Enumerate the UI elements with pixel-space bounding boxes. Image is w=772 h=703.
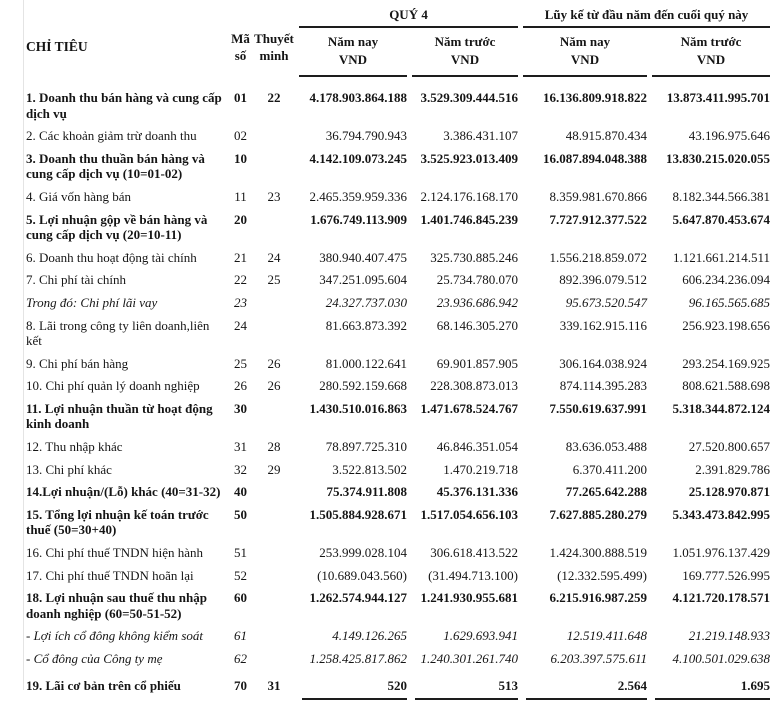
value-q4-current: 1.676.749.113.909 <box>310 211 407 227</box>
value-ytd-current: 306.164.038.924 <box>559 355 648 371</box>
table-row <box>26 147 770 185</box>
value-q4-prior: 3.529.309.444.516 <box>420 89 519 105</box>
column-header-chi-tieu: CHỈ TIÊU <box>26 39 88 55</box>
value-q4-current: 1.262.574.944.127 <box>309 590 407 606</box>
value-q4-current: 75.374.911.808 <box>326 484 407 500</box>
table-row <box>26 314 770 352</box>
value-q4-prior: 45.376.131.336 <box>436 484 519 500</box>
line-item-code: 31 <box>234 439 247 455</box>
value-q4-current: 24.327.737.030 <box>325 294 407 310</box>
table-row <box>26 125 770 148</box>
value-ytd-current: 892.396.079.512 <box>559 272 648 288</box>
line-item-label: 18. Lợi nhuận sau thuế thu nhập doanh nghiệp (60=50-51-52) <box>26 590 207 621</box>
value-ytd-current: 6.370.411.200 <box>572 461 648 477</box>
line-item-note <box>254 125 294 148</box>
income-statement-table <box>26 0 770 703</box>
line-item-note: 29 <box>267 461 281 477</box>
value-ytd-prior: 4.121.720.178.571 <box>672 590 771 606</box>
group-header-ytd-cell <box>518 0 770 28</box>
value-ytd-current: 874.114.395.283 <box>559 378 648 394</box>
table-row <box>26 436 770 459</box>
line-item-label: 13. Chi phí khác <box>26 461 112 477</box>
line-item-note <box>254 481 294 504</box>
line-item-note: 31 <box>267 678 281 694</box>
underlined-value: 1.695 <box>655 678 770 700</box>
value-q4-prior: 1.240.301.261.740 <box>420 651 519 666</box>
value-q4-prior: 68.146.305.270 <box>436 317 519 333</box>
line-item-label: 8. Lãi trong công ty liên doanh,liên kết <box>26 317 210 349</box>
table-row <box>26 352 770 375</box>
column-header-q4-prev <box>407 28 518 77</box>
value-q4-prior: 1.629.693.941 <box>443 628 519 644</box>
line-item-code: 26 <box>234 378 247 394</box>
line-item-code: 11 <box>234 188 247 204</box>
value-q4-current: 1.258.425.817.862 <box>309 651 407 666</box>
line-item-code: 50 <box>234 506 247 522</box>
value-ytd-prior: 606.234.236.094 <box>682 272 771 288</box>
value-q4-current: 347.251.095.604 <box>319 272 407 288</box>
line-item-label: 19. Lãi cơ bản trên cổ phiếu <box>26 678 181 694</box>
line-item-note: 26 <box>267 378 281 394</box>
underlined-value: 520 <box>302 678 407 700</box>
line-item-label: 16. Chi phí thuế TNDN hiện hành <box>26 545 204 561</box>
line-item-label: 3. Doanh thu thuần bán hàng và cung cấp dịch vụ (10=01-02) <box>26 150 205 182</box>
period-label: Năm trước <box>434 33 496 49</box>
line-item-code: 52 <box>234 567 247 583</box>
currency-label: VND <box>450 51 480 67</box>
value-ytd-prior <box>647 670 770 703</box>
value-q4-current: 280.592.159.668 <box>319 378 407 394</box>
line-item-note: 25 <box>267 272 281 288</box>
value-ytd-current: 1.424.300.888.519 <box>549 545 648 561</box>
value-ytd-prior: 256.923.198.656 <box>682 317 771 333</box>
value-ytd-prior: 27.520.800.657 <box>688 439 771 455</box>
line-item-label: 9. Chi phí bán hàng <box>26 355 129 371</box>
value-q4-current: 380.940.407.475 <box>319 249 407 265</box>
table-row <box>26 291 770 314</box>
value-ytd-prior: 13.830.215.020.055 <box>666 150 771 166</box>
column-header-ytd-prev-label <box>652 28 770 77</box>
line-item-code: 40 <box>234 484 247 500</box>
line-item-code: 60 <box>234 590 247 606</box>
line-item-label: 14.Lợi nhuận/(Lỗ) khác (40=31-32) <box>26 484 221 500</box>
value-q4-prior: 1.470.219.718 <box>443 461 519 477</box>
line-item-label: Trong đó: Chi phí lãi vay <box>26 294 158 310</box>
table-body <box>26 77 770 703</box>
value-q4-prior: 3.525.923.013.409 <box>420 150 519 166</box>
line-item-code: 24 <box>234 317 247 333</box>
value-ytd-prior: 5.647.870.453.674 <box>672 211 771 227</box>
value-q4-prior: 1.241.930.955.681 <box>420 590 519 606</box>
table-row <box>26 648 770 671</box>
value-q4-current: 253.999.028.104 <box>319 545 407 561</box>
column-header-row <box>26 28 770 77</box>
line-item-code: 21 <box>234 249 247 265</box>
value-ytd-current: 95.673.520.547 <box>565 294 648 310</box>
value-ytd-current: 6.203.397.575.611 <box>550 651 648 666</box>
value-ytd-prior: 5.318.344.872.124 <box>672 400 771 416</box>
value-ytd-current: 16.136.809.918.822 <box>543 89 648 105</box>
value-ytd-prior: 4.100.501.029.638 <box>672 651 771 666</box>
line-item-code: 30 <box>234 400 247 416</box>
line-item-note <box>254 147 294 185</box>
value-q4-current: 78.897.725.310 <box>325 439 407 455</box>
value-q4-current: 3.522.813.502 <box>332 461 407 477</box>
table-row <box>26 542 770 565</box>
value-ytd-current: 77.265.642.288 <box>565 484 648 500</box>
line-item-label: 4. Giá vốn hàng bán <box>26 188 132 204</box>
value-ytd-prior: 1.051.976.137.429 <box>672 545 771 561</box>
line-item-note: 23 <box>267 188 281 204</box>
line-item-code: 61 <box>234 628 247 644</box>
value-ytd-prior: 96.165.565.685 <box>688 294 771 310</box>
line-item-code: 22 <box>234 272 247 288</box>
value-q4-current: 81.663.873.392 <box>325 317 407 333</box>
table-header <box>26 0 770 77</box>
value-ytd-current: (12.332.595.499) <box>557 567 648 583</box>
value-ytd-current: 8.359.981.670.866 <box>549 188 648 204</box>
line-item-note: 22 <box>267 89 281 105</box>
table-row <box>26 185 770 208</box>
value-q4-prior: 306.618.413.522 <box>430 545 519 561</box>
table-row <box>26 458 770 481</box>
value-ytd-current: 7.627.885.280.279 <box>549 506 648 522</box>
value-ytd-current: 12.519.411.648 <box>566 628 648 644</box>
value-q4-prior <box>407 670 518 703</box>
value-ytd-prior: 808.621.588.698 <box>682 378 771 394</box>
value-q4-current: 1.505.884.928.671 <box>309 506 407 522</box>
period-label: Năm nay <box>559 33 611 49</box>
column-header-thuyet-minh: Thuyết minh <box>254 30 294 64</box>
value-q4-prior: 1.517.054.656.103 <box>420 506 519 522</box>
value-ytd-current: 7.550.619.637.991 <box>549 400 648 416</box>
value-q4-prior: 25.734.780.070 <box>436 272 519 288</box>
line-item-note <box>254 625 294 648</box>
line-item-code: 02 <box>234 128 247 144</box>
line-item-label: 12. Thu nhập khác <box>26 439 123 455</box>
line-item-note: 26 <box>267 355 281 371</box>
table-row <box>26 625 770 648</box>
line-item-code: 10 <box>234 150 247 166</box>
value-q4-prior: 46.846.351.054 <box>436 439 519 455</box>
table-row <box>26 587 770 625</box>
line-item-code: 62 <box>234 651 247 666</box>
value-q4-prior: 325.730.885.246 <box>430 249 519 265</box>
value-ytd-prior: 25.128.970.871 <box>688 484 771 500</box>
line-item-note <box>254 397 294 435</box>
page-edge-line <box>23 0 24 690</box>
value-q4-current: (10.689.043.560) <box>317 567 407 583</box>
table-row <box>26 246 770 269</box>
line-item-note: 28 <box>267 439 281 455</box>
table-row <box>26 481 770 504</box>
value-q4-current: 2.465.359.959.336 <box>309 188 407 204</box>
line-item-code: 20 <box>234 211 247 227</box>
table-row <box>26 503 770 541</box>
value-q4-prior: 3.386.431.107 <box>443 128 519 144</box>
value-ytd-prior: 5.343.473.842.995 <box>672 506 771 522</box>
group-header-spacer <box>26 0 294 28</box>
line-item-code: 23 <box>234 294 247 310</box>
line-item-label: 10. Chi phí quản lý doanh nghiệp <box>26 378 200 394</box>
value-q4-prior: 69.901.857.905 <box>436 355 519 371</box>
value-ytd-current: 83.636.053.488 <box>565 439 648 455</box>
group-header-row <box>26 0 770 28</box>
value-ytd-current: 7.727.912.377.522 <box>549 211 648 227</box>
value-ytd-current: 1.556.218.859.072 <box>549 249 648 265</box>
table-row <box>26 397 770 435</box>
line-item-code: 32 <box>234 461 247 477</box>
table-row <box>26 670 770 703</box>
group-header-quarter-cell <box>294 0 518 28</box>
line-item-code: 70 <box>234 678 247 694</box>
value-ytd-current: 6.215.916.987.259 <box>549 590 648 606</box>
column-header-ytd-now-label <box>523 28 647 77</box>
currency-label: VND <box>338 51 368 67</box>
line-item-label: 15. Tổng lợi nhuận kế toán trước thuế (50=30+40) <box>26 506 209 538</box>
line-item-label: 17. Chi phí thuế TNDN hoãn lại <box>26 567 194 583</box>
value-q4-prior: 1.401.746.845.239 <box>420 211 519 227</box>
value-ytd-prior: 21.219.148.933 <box>688 628 771 644</box>
value-ytd-current: 16.087.894.048.388 <box>543 150 648 166</box>
value-q4-current: 4.178.903.864.188 <box>309 89 407 105</box>
currency-label: VND <box>570 51 600 67</box>
line-item-note <box>254 648 294 671</box>
line-item-label: 6. Doanh thu hoạt động tài chính <box>26 249 197 265</box>
table-row <box>26 208 770 246</box>
line-item-note <box>254 208 294 246</box>
value-q4-prior: 228.308.873.013 <box>430 378 519 394</box>
line-item-code: 51 <box>234 545 247 561</box>
line-item-code: 25 <box>234 355 247 371</box>
value-q4-prior: 2.124.176.168.170 <box>420 188 519 204</box>
column-group-quarter-label: QUÝ 4 <box>299 7 518 28</box>
line-item-note <box>254 291 294 314</box>
value-ytd-current: 339.162.915.116 <box>559 317 648 333</box>
value-ytd-prior: 2.391.829.786 <box>695 461 771 477</box>
value-ytd-current: 48.915.870.434 <box>565 128 648 144</box>
line-item-label: 2. Các khoản giảm trừ doanh thu <box>26 128 197 144</box>
value-ytd-prior: 43.196.975.646 <box>688 128 771 144</box>
value-ytd-prior: 169.777.526.995 <box>682 567 771 583</box>
column-header-ma-so: Mã số <box>231 30 250 64</box>
line-item-label: - Cổ đông của Công ty mẹ <box>26 651 163 666</box>
value-q4-current <box>294 670 407 703</box>
line-item-note <box>254 314 294 352</box>
period-label: Năm trước <box>680 33 742 49</box>
table-row <box>26 564 770 587</box>
value-q4-prior: 23.936.686.942 <box>436 294 519 310</box>
line-item-note <box>254 542 294 565</box>
table-row <box>26 77 770 125</box>
underlined-value: 513 <box>415 678 518 700</box>
line-item-note: 24 <box>267 249 281 265</box>
value-ytd-prior: 1.121.661.214.511 <box>672 249 771 265</box>
line-item-label: - Lợi ích cổ đông không kiểm soát <box>26 628 203 644</box>
currency-label: VND <box>696 51 726 67</box>
column-header-ytd-now <box>518 28 647 77</box>
column-header-q4-now-label <box>299 28 407 77</box>
value-ytd-prior: 8.182.344.566.381 <box>672 188 771 204</box>
line-item-note <box>254 587 294 625</box>
table-row <box>26 269 770 292</box>
value-q4-current: 4.149.126.265 <box>332 628 407 644</box>
column-group-ytd-label: Lũy kế từ đầu năm đến cuối quý này <box>523 7 770 28</box>
column-header-ytd-prev <box>647 28 770 77</box>
line-item-label: 5. Lợi nhuận gộp về bán hàng và cung cấp dịch vụ (20=10-11) <box>26 211 208 243</box>
line-item-code: 01 <box>234 89 247 105</box>
value-q4-prior: (31.494.713.100) <box>428 567 519 583</box>
value-q4-current: 81.000.122.641 <box>325 355 407 371</box>
column-header-q4-prev-label <box>412 28 518 77</box>
value-q4-current: 4.142.109.073.245 <box>309 150 407 166</box>
value-q4-current: 36.794.790.943 <box>325 128 407 144</box>
line-item-note <box>254 503 294 541</box>
period-label: Năm nay <box>327 33 379 49</box>
value-q4-current: 1.430.510.016.863 <box>309 400 407 416</box>
value-q4-prior: 1.471.678.524.767 <box>420 400 519 416</box>
table-row <box>26 375 770 398</box>
value-ytd-current <box>518 670 647 703</box>
line-item-label: 1. Doanh thu bán hàng và cung cấp dịch vụ <box>26 89 222 121</box>
underlined-value: 2.564 <box>526 678 647 700</box>
line-item-label: 7. Chi phí tài chính <box>26 272 127 288</box>
value-ytd-prior: 13.873.411.995.701 <box>666 89 771 105</box>
line-item-note <box>254 564 294 587</box>
value-ytd-prior: 293.254.169.925 <box>682 355 771 371</box>
column-header-q4-now <box>294 28 407 77</box>
line-item-label: 11. Lợi nhuận thuần từ hoạt động kinh doanh <box>26 400 213 432</box>
